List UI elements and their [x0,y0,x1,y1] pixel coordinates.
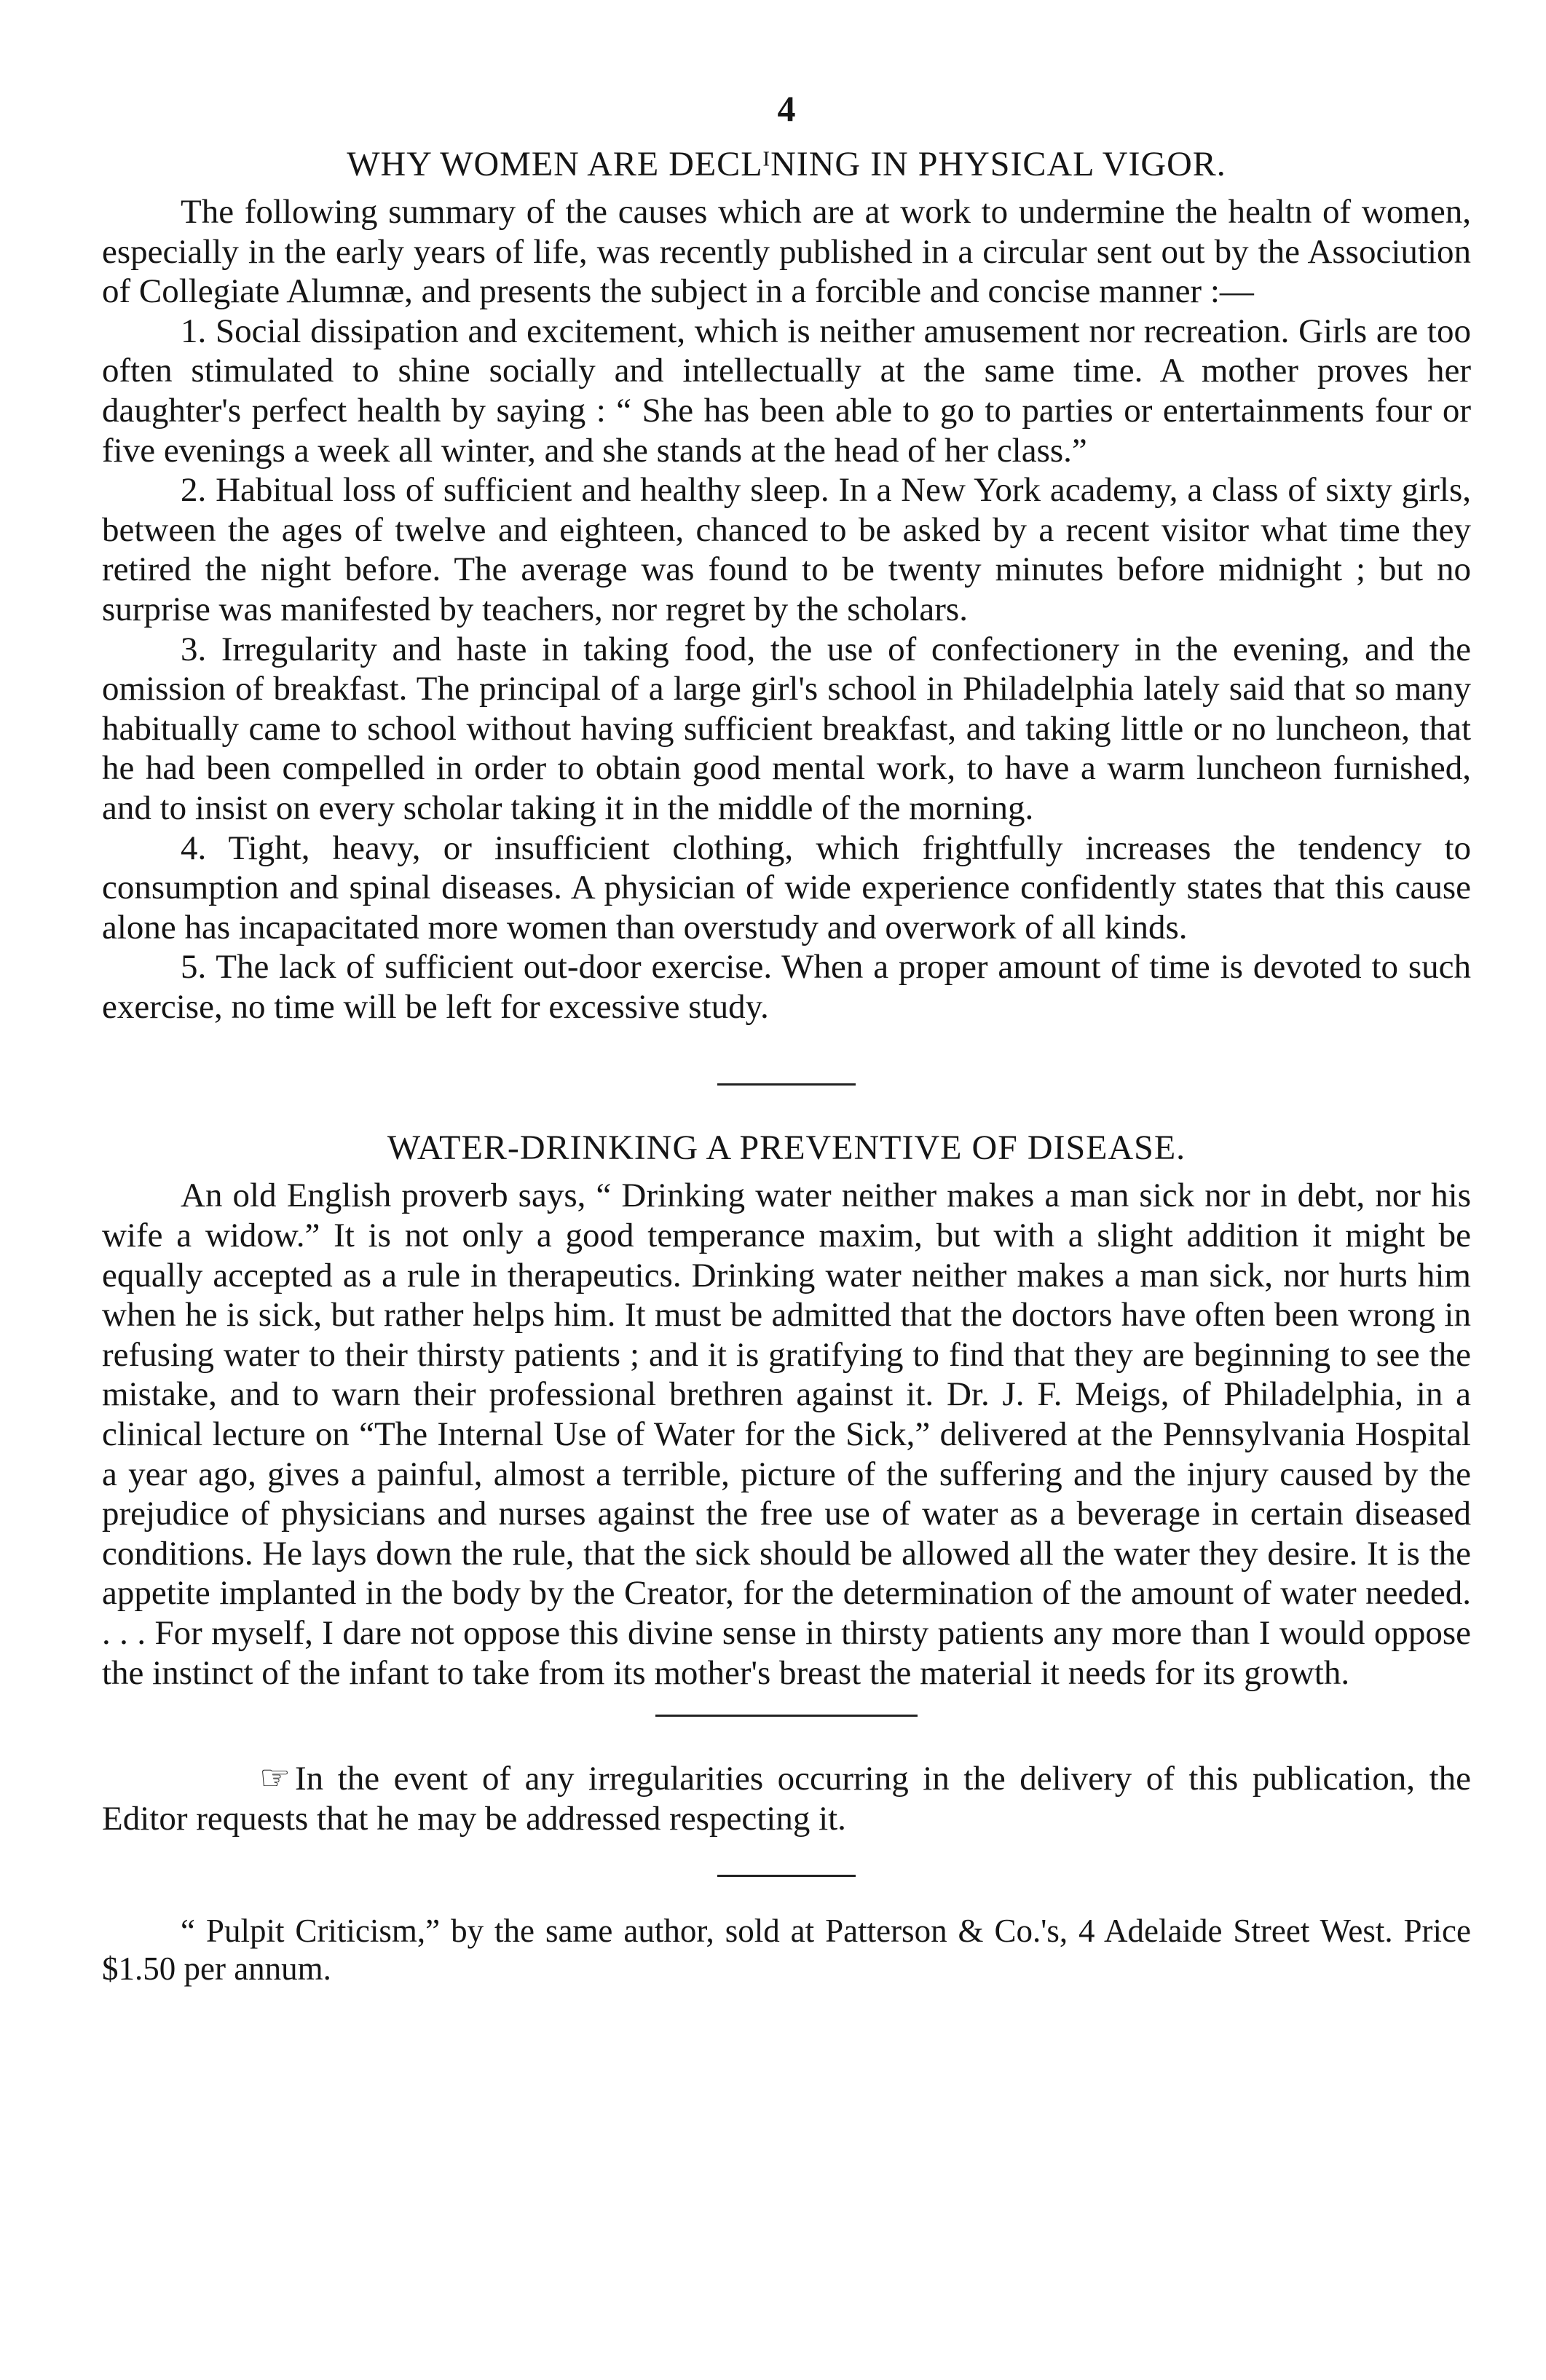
point-4: 4. Tight, heavy, or insufficient clothing, which frightfully increases the tendency to consumption and spinal diseases. A physician of wide experience confidently states that this cause alone has incapacitated more women than overstudy and overwork of all kinds. [102,829,1471,946]
point-5: 5. The lack of sufficient out-door exercise. When a proper amount of time is devoted to such exercise, no time will be left for excessive study. [102,948,1471,1026]
section-divider [655,1715,918,1717]
article-intro: The following summary of the causes which are at work to undermine the healtn of women, especially in the early years of life, was recently published in a circular sent out by the Associution of Collegiate Alumnæ, and presents the subject in a forcible and concise manner :— [102,193,1471,311]
point-1: 1. Social dissipation and excitement, which is neither amusement nor recreation. Girls are too often stimulated to shine socially and intellectually at the same time. A mother proves her daughter's perfect health by saying : “ She has been able to go to parties or entertainments four or five evenings a week all winter, and she stands at the head of her class.” [102,312,1471,470]
page-number: 4 [777,88,796,129]
pointing-hand-icon: ☞ [259,1759,291,1798]
section-divider [717,1083,856,1086]
point-2: 2. Habitual loss of sufficient and healthy sleep. In a New York academy, a class of sixty girls, between the ages of twelve and eighteen, chanced to be asked by a recent visitor what time they retired the night before. The average was found to be twenty minutes before midnight ; but no surprise was manifested by teachers, nor regret by the scholars. [102,471,1471,628]
book-advertisement: “ Pulpit Criticism,” by the same author, sold at Patterson & Co.'s, 4 Adelaide Street West. Price $1.50 per annum. [102,1913,1471,1988]
page-content [102,87,1471,1988]
delivery-notice [102,1759,1471,1838]
point-3: 3. Irregularity and haste in taking food, the use of confectionery in the evening, and the omission of breakfast. The principal of a large girl's school in Philadelphia lately said that so many habitually came to school without having sufficient breakfast, and taking little or no luncheon, that he had been compelled in order to obtain good mental work, to have a warm luncheon furnished, and to insist on every scholar taking it in the middle of the morning. [102,630,1471,827]
article-title-water-drinking: WATER-DRINKING A PREVENTIVE OF DISEASE. [387,1128,1186,1168]
section-divider [717,1875,856,1877]
water-drinking-body: An old English proverb says, “ Drinking water neither makes a man sick nor in debt, nor his wife a widow.” It is not only a good temperance maxim, but with a slight addition it might be equally accepted as a rule in therapeutics. Drinking water neither makes a man sick, nor hurts him when he is sick, but rather helps him. It must be admitted that the doctors have often been wrong in refusing water to their thirsty patients ; and it is gratifying to find that they are beginning to see the mistake, and to warn their professional brethren against it. Dr. J. F. Meigs, of Philadelphia, in a clinical lecture on “The Internal Use of Water for the Sick,” delivered at the Pennsylvania Hospital a year ago, gives a painful, almost a terrible, picture of the suffering and the injury caused by the prejudice of physicians and nurses against the free use of water as a beverage in certain diseased conditions. He lays down the rule, that the sick should be allowed all the water they desire. It is the appetite implanted in the body by the Creator, for the determination of the amount of water needed. . . . For myself, I dare not oppose this divine sense in thirsty patients any more than I would oppose the instinct of the infant to take from its mother's breast the material it needs for its growth. [102,1177,1471,1692]
delivery-notice-text: In the event of any irregularities occurring in the delivery of this publication, the Editor requests that he may be addressed respecting it. [102,1760,1471,1838]
article-title-women-vigor: WHY WOMEN ARE DECLᴵNING IN PHYSICAL VIGOR. [347,145,1226,183]
